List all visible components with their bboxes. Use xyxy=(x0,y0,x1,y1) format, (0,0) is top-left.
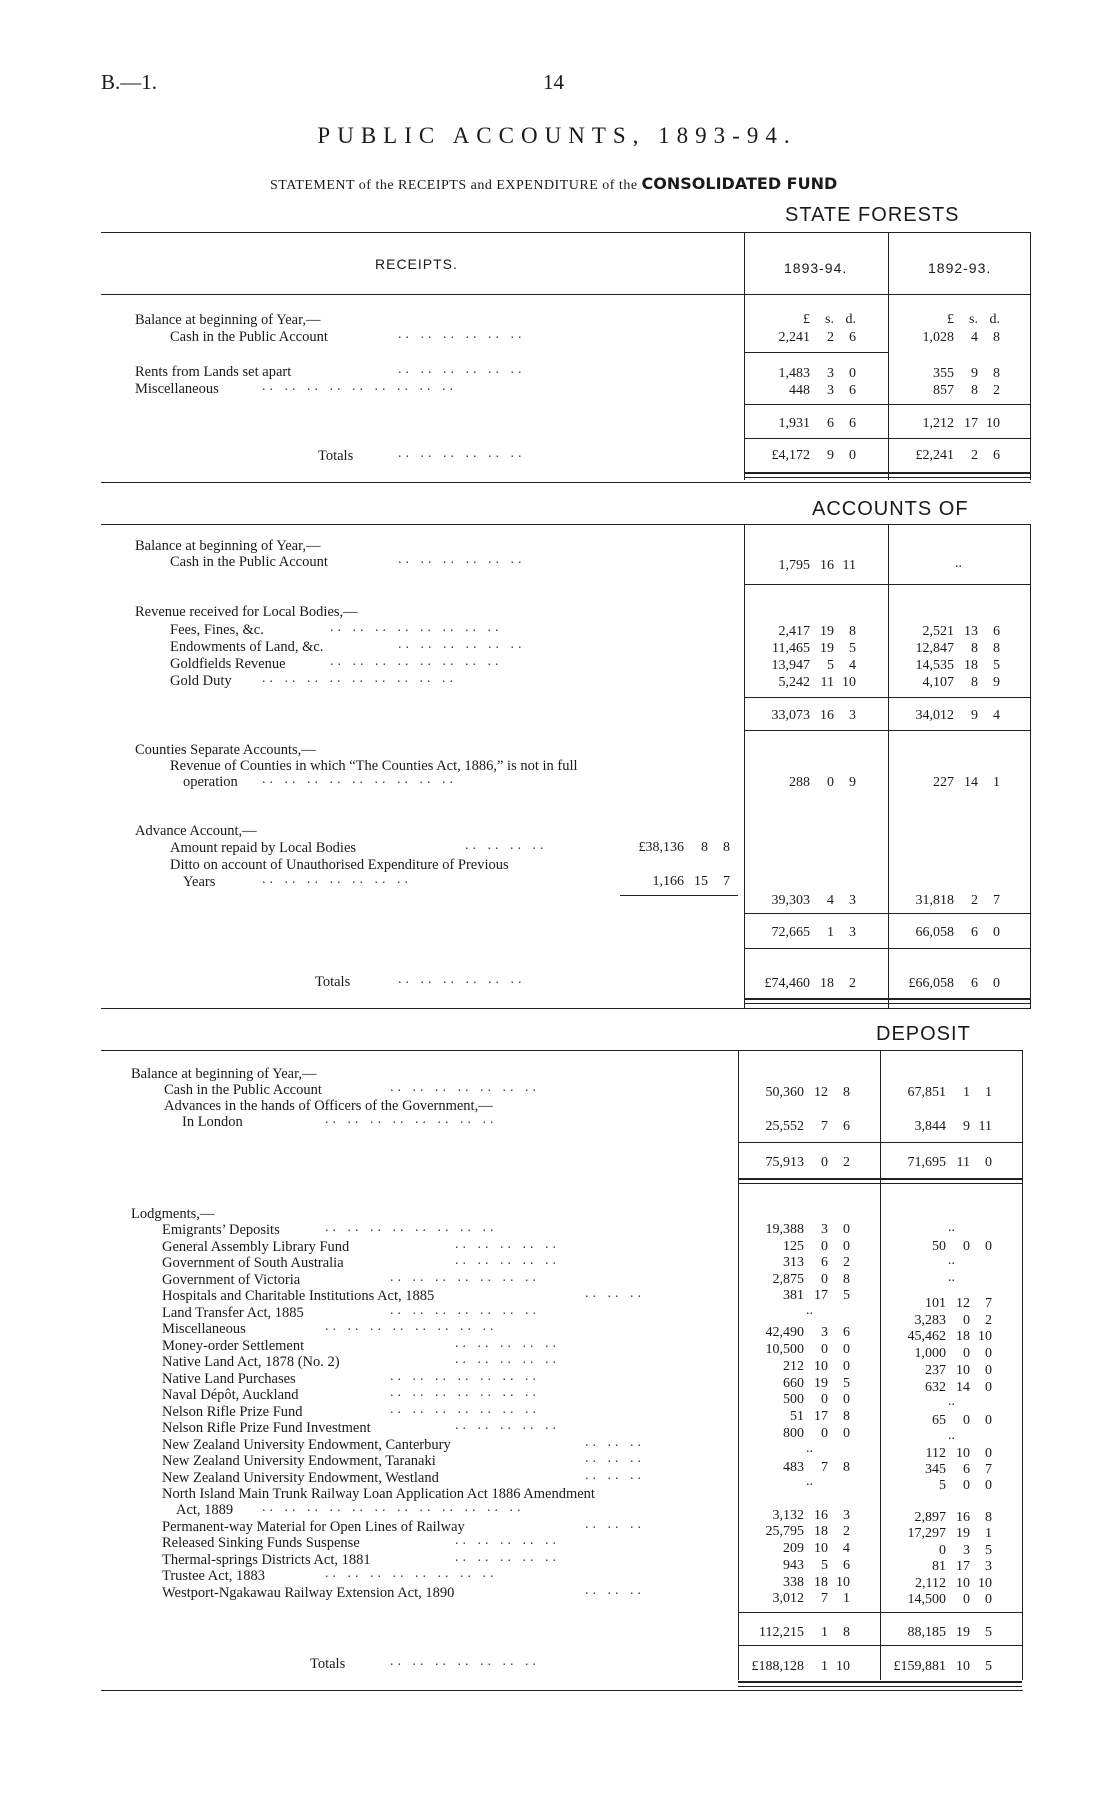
forests-rents-y1: 1,483 3 0 xyxy=(778,366,856,381)
col-head-1893: 1893-94. xyxy=(784,260,848,276)
leader-dots: .. .. .. .. .. .. .. xyxy=(390,1080,540,1095)
accounts-rule-d xyxy=(744,913,1030,914)
lodgment-y1: 125 0 0 xyxy=(783,1239,850,1254)
deposit-lodgments-label: Lodgments,— xyxy=(131,1206,215,1222)
leader-dots: .. .. .. .. .. .. .. .. .. .. .. .. xyxy=(262,1500,525,1515)
col-head-receipts: RECEIPTS. xyxy=(375,256,458,272)
lodgment-label: New Zealand University Endowment, Taranaki xyxy=(162,1453,436,1469)
leader-dots: .. .. .. .. .. .. .. xyxy=(390,1402,540,1417)
accounts-counties-line1: Revenue of Counties in which “The Counties Act, 1886,” is not in full xyxy=(170,758,578,774)
col-head-1892: 1892-93. xyxy=(928,260,992,276)
accounts-cash-y2: .. xyxy=(955,556,962,571)
accounts-revenue-subtotal-y1: 33,073 16 3 xyxy=(771,708,856,723)
lodgment-y2: .. xyxy=(948,1394,955,1409)
accounts-rule-c xyxy=(744,730,1030,731)
leader-dots: .. .. .. .. .. .. xyxy=(398,362,526,377)
lodgment-y1: 42,490 3 6 xyxy=(765,1325,850,1340)
section-heading-deposit: DEPOSIT xyxy=(876,1023,971,1045)
accounts-bottom-rule xyxy=(101,1008,1031,1009)
leader-dots: .. .. .. .. .. xyxy=(455,1336,560,1351)
accounts-subtotal-y1: 72,665 1 3 xyxy=(771,925,856,940)
leader-dots: .. .. .. .. .. .. .. .. .. xyxy=(262,772,457,787)
lodgment-label: Native Land Act, 1878 (No. 2) xyxy=(162,1354,340,1370)
page-number: 14 xyxy=(543,70,564,94)
leader-dots: .. .. .. .. .. .. .. .. .. xyxy=(262,671,457,686)
lodgment-y2: 17,297 19 1 xyxy=(907,1526,992,1541)
lodgment-label: Native Land Purchases xyxy=(162,1371,296,1387)
lodgment-label: Hospitals and Charitable Institutions Act, 1885 xyxy=(162,1288,435,1304)
lodgment-label: Westport-Ngakawau Railway Extension Act, 1890 xyxy=(162,1585,455,1601)
lodgment-y2: 3,283 0 2 xyxy=(914,1313,992,1328)
forests-cash-y1: 2,241 2 6 xyxy=(778,330,856,345)
deposit-advances-label: Advances in the hands of Officers of the Government,— xyxy=(164,1098,493,1114)
units-y1: £ s. d. xyxy=(803,312,856,327)
forests-cash-y2: 1,028 4 8 xyxy=(922,330,1000,345)
forests-total-rule-2 xyxy=(744,477,1030,478)
accounts-rule-a xyxy=(744,584,1030,585)
lodgment-y1: 19,388 3 0 xyxy=(765,1222,850,1237)
leader-dots: .. .. .. .. .. xyxy=(455,1352,560,1367)
lodgment-label: Land Transfer Act, 1885 xyxy=(162,1305,304,1321)
lodgment-y1: .. xyxy=(806,1303,813,1318)
forests-totals-y1: £4,172 9 0 xyxy=(771,448,856,463)
deposit-cash-y1: 50,360 12 8 xyxy=(765,1085,850,1100)
forests-header-rule xyxy=(101,294,1031,295)
lodgment-y2: .. xyxy=(948,1428,955,1443)
accounts-revenue-label: Revenue received for Local Bodies,— xyxy=(135,604,358,620)
lodgment-y1: 10,500 0 0 xyxy=(765,1342,850,1357)
leader-dots: .. .. .. xyxy=(585,1468,645,1483)
deposit-rule-a xyxy=(738,1142,1022,1143)
deposit-london-label: In London xyxy=(182,1114,243,1130)
lodgment-y1: 209 10 4 xyxy=(783,1541,850,1556)
accounts-counties-line2: operation xyxy=(183,774,238,790)
statement-fund: CONSOLIDATED FUND xyxy=(641,174,838,193)
lodgment-label: Nelson Rifle Prize Fund xyxy=(162,1404,303,1420)
lodgment-y1: 2,875 0 8 xyxy=(772,1272,850,1287)
lodgment-y1: 3,132 16 3 xyxy=(772,1508,850,1523)
forests-cash-label: Cash in the Public Account xyxy=(170,329,328,345)
lodgment-y1: 381 17 5 xyxy=(783,1288,850,1303)
deposit-rule-b2 xyxy=(738,1183,1022,1184)
lodgment-label: New Zealand University Endowment, Canterbury xyxy=(162,1437,451,1453)
lodgment-y2: 1,000 0 0 xyxy=(914,1346,992,1361)
lodgment-y1: 313 6 2 xyxy=(783,1255,850,1270)
accounts-counties-label: Counties Separate Accounts,— xyxy=(135,742,316,758)
forests-col-rule-2 xyxy=(888,232,889,480)
leader-dots: .. .. .. .. .. .. xyxy=(398,327,526,342)
accounts-totals-y1: £74,460 18 2 xyxy=(764,976,856,991)
deposit-col-rule-3 xyxy=(1022,1050,1023,1680)
leader-dots: .. .. .. .. .. .. xyxy=(398,552,526,567)
accounts-advance-label: Advance Account,— xyxy=(135,823,257,839)
forests-misc-y2: 857 8 2 xyxy=(933,383,1000,398)
forests-subtotal-y2: 1,212 17 10 xyxy=(922,416,1000,431)
lodgment-y2: .. xyxy=(948,1253,955,1268)
deposit-totals-label: Totals xyxy=(310,1656,346,1672)
lodgment-y2: 81 17 3 xyxy=(932,1559,992,1574)
lodgment-y2: 2,897 16 8 xyxy=(914,1510,992,1525)
units-y2: £ s. d. xyxy=(947,312,1000,327)
forests-top-rule xyxy=(101,232,1031,233)
lodgment-y2: 5 0 0 xyxy=(939,1478,992,1493)
accounts-advance-line1: Amount repaid by Local Bodies xyxy=(170,840,357,856)
forests-rents-label: Rents from Lands set apart xyxy=(135,364,292,380)
leader-dots: .. .. .. .. .. xyxy=(455,1237,560,1252)
deposit-subtotal-y2: 88,185 19 5 xyxy=(907,1625,992,1640)
deposit-totals-y2: £159,881 10 5 xyxy=(893,1659,992,1674)
lodgment-y2: 50 0 0 xyxy=(932,1239,992,1254)
lodgment-label: New Zealand University Endowment, Westland xyxy=(162,1470,439,1486)
accounts-item-label: Goldfields Revenue xyxy=(170,656,286,672)
lodgment-y2: 345 6 7 xyxy=(925,1462,992,1477)
lodgment-label: Naval Dépôt, Auckland xyxy=(162,1387,299,1403)
leader-dots: .. .. .. .. .. .. xyxy=(398,972,526,987)
lodgment-y1: 483 7 8 xyxy=(783,1460,850,1475)
lodgment-label-continued: Act, 1889 xyxy=(176,1502,234,1518)
accounts-top-rule xyxy=(101,524,1031,525)
accounts-col-rule-3 xyxy=(1030,524,1031,1008)
lodgment-y1: .. xyxy=(806,1441,813,1456)
deposit-rule-b1 xyxy=(738,1178,1022,1180)
lodgment-y2: 0 3 5 xyxy=(939,1543,992,1558)
deposit-cash-y2: 67,851 1 1 xyxy=(907,1085,992,1100)
forests-totals-y2: £2,241 2 6 xyxy=(915,448,1000,463)
leader-dots: .. .. .. .. .. .. .. .. xyxy=(325,1112,498,1127)
lodgment-y1: .. xyxy=(806,1474,813,1489)
lodgment-y2: .. xyxy=(948,1270,955,1285)
deposit-cash-label: Cash in the Public Account xyxy=(164,1082,322,1098)
lodgment-y2: 237 10 0 xyxy=(925,1363,992,1378)
accounts-advance-y2: 31,818 2 7 xyxy=(915,893,1000,908)
deposit-total-rule-2 xyxy=(738,1686,1022,1687)
leader-dots: .. .. .. .. .. .. .. xyxy=(390,1303,540,1318)
leader-dots: .. .. .. .. .. .. .. .. .. xyxy=(262,379,457,394)
lodgment-y2: 101 12 7 xyxy=(925,1296,992,1311)
accounts-advance-y1: 39,303 4 3 xyxy=(771,893,856,908)
deposit-totals-y1: £188,128 1 10 xyxy=(751,1659,850,1674)
lodgment-label: Government of Victoria xyxy=(162,1272,301,1288)
forests-totals-label: Totals xyxy=(318,448,354,464)
leader-dots: .. .. .. .. .. .. .. .. xyxy=(325,1319,498,1334)
accounts-counties-y2: 227 14 1 xyxy=(933,775,1000,790)
accounts-cash-label: Cash in the Public Account xyxy=(170,554,328,570)
accounts-advance-amt1: £38,136 8 8 xyxy=(638,840,730,855)
page-title: PUBLIC ACCOUNTS, 1893-94. xyxy=(317,123,797,148)
leader-dots: .. .. .. .. .. .. .. .. xyxy=(325,1220,498,1235)
accounts-item-y2: 4,107 8 9 xyxy=(922,675,1000,690)
lodgment-label: Miscellaneous xyxy=(162,1321,246,1337)
forests-subtotal-y1: 1,931 6 6 xyxy=(778,416,856,431)
deposit-balance-subtotal-y1: 75,913 0 2 xyxy=(765,1155,850,1170)
lodgment-y2: 112 10 0 xyxy=(925,1446,992,1461)
lodgment-y2: 2,112 10 10 xyxy=(915,1576,992,1591)
accounts-item-y1: 11,465 19 5 xyxy=(772,641,856,656)
forests-total-rule-1 xyxy=(744,472,1030,474)
leader-dots: .. .. .. .. .. .. xyxy=(398,637,526,652)
lodgment-label: Money-order Settlement xyxy=(162,1338,305,1354)
accounts-rule-e xyxy=(744,948,1030,949)
accounts-item-y1: 13,947 5 4 xyxy=(771,658,856,673)
leader-dots: .. .. .. xyxy=(585,1583,645,1598)
accounts-advance-rule xyxy=(620,895,738,896)
lodgment-y2: 65 0 0 xyxy=(932,1413,992,1428)
accounts-item-y2: 2,521 13 6 xyxy=(922,624,1000,639)
lodgment-label: General Assembly Library Fund xyxy=(162,1239,350,1255)
deposit-rule-c xyxy=(738,1612,1022,1613)
deposit-balance-subtotal-y2: 71,695 11 0 xyxy=(907,1155,992,1170)
accounts-col-rule-2 xyxy=(888,524,889,1008)
lodgment-y1: 943 5 6 xyxy=(783,1558,850,1573)
forests-rule-a xyxy=(744,352,888,353)
statement-heading xyxy=(270,174,837,194)
forests-bottom-rule xyxy=(101,482,1031,483)
lodgment-label: Emigrants’ Deposits xyxy=(162,1222,280,1238)
leader-dots: .. .. .. .. .. .. .. xyxy=(390,1385,540,1400)
accounts-item-label: Endowments of Land, &c. xyxy=(170,639,324,655)
leader-dots: .. .. .. .. .. xyxy=(455,1253,560,1268)
leader-dots: .. .. .. .. xyxy=(465,838,548,853)
accounts-total-rule-1 xyxy=(744,998,1030,1000)
deposit-london-y2: 3,844 9 11 xyxy=(914,1119,992,1134)
accounts-rule-b xyxy=(744,697,1030,698)
section-heading-state-forests: STATE FORESTS xyxy=(785,204,960,226)
leader-dots: .. .. .. .. .. xyxy=(455,1418,560,1433)
accounts-totals-label: Totals xyxy=(315,974,351,990)
page-reference: B.—1. xyxy=(101,70,158,94)
leader-dots: .. .. .. .. .. .. .. .. xyxy=(325,1566,498,1581)
forests-misc-label: Miscellaneous xyxy=(135,381,219,397)
leader-dots: .. .. .. .. .. .. .. xyxy=(390,1654,540,1669)
section-heading-accounts-of: ACCOUNTS OF xyxy=(812,498,969,520)
leader-dots: .. .. .. .. .. .. .. .. xyxy=(330,654,503,669)
deposit-balance-label: Balance at beginning of Year,— xyxy=(131,1066,317,1082)
lodgment-label: Government of South Australia xyxy=(162,1255,344,1271)
accounts-total-rule-2 xyxy=(744,1003,1030,1004)
leader-dots: .. .. .. .. .. .. .. xyxy=(390,1369,540,1384)
accounts-cash-y1: 1,795 16 11 xyxy=(778,558,856,573)
accounts-advance-line2: Ditto on account of Unauthorised Expenditure of Previous xyxy=(170,857,509,873)
accounts-counties-y1: 288 0 9 xyxy=(789,775,856,790)
accounts-balance-label: Balance at beginning of Year,— xyxy=(135,538,321,554)
lodgment-y2: .. xyxy=(948,1220,955,1235)
leader-dots: .. .. .. .. .. xyxy=(455,1533,560,1548)
lodgment-y1: 800 0 0 xyxy=(783,1426,850,1441)
lodgment-y1: 338 18 10 xyxy=(783,1575,850,1590)
accounts-item-label: Fees, Fines, &c. xyxy=(170,622,264,638)
deposit-col-rule-1 xyxy=(738,1050,739,1680)
lodgment-y2: 45,462 18 10 xyxy=(907,1329,992,1344)
leader-dots: .. .. .. xyxy=(585,1517,645,1532)
accounts-advance-line3: Years xyxy=(183,874,216,890)
accounts-advance-amt2: 1,166 15 7 xyxy=(652,874,730,889)
accounts-subtotal-y2: 66,058 6 0 xyxy=(915,925,1000,940)
forests-balance-label: Balance at beginning of Year,— xyxy=(135,312,321,328)
lodgment-y1: 3,012 7 1 xyxy=(772,1591,850,1606)
lodgment-y2: 632 14 0 xyxy=(925,1380,992,1395)
forests-rule-c xyxy=(744,438,1030,439)
accounts-item-y2: 12,847 8 8 xyxy=(915,641,1000,656)
accounts-revenue-subtotal-y2: 34,012 9 4 xyxy=(915,708,1000,723)
deposit-subtotal-y1: 112,215 1 8 xyxy=(759,1625,850,1640)
lodgment-label: Permanent-way Material for Open Lines of Railway xyxy=(162,1519,465,1535)
lodgment-y1: 212 10 0 xyxy=(783,1359,850,1374)
deposit-london-y1: 25,552 7 6 xyxy=(765,1119,850,1134)
lodgment-label: Released Sinking Funds Suspense xyxy=(162,1535,360,1551)
deposit-top-rule xyxy=(101,1050,1023,1051)
accounts-item-label: Gold Duty xyxy=(170,673,232,689)
leader-dots: .. .. .. xyxy=(585,1286,645,1301)
leader-dots: .. .. .. .. .. .. .. xyxy=(390,1270,540,1285)
leader-dots: .. .. .. .. .. .. .. xyxy=(262,872,412,887)
forests-col-rule-1 xyxy=(744,232,745,480)
leader-dots: .. .. .. .. .. xyxy=(455,1550,560,1565)
accounts-totals-y2: £66,058 6 0 xyxy=(908,976,1000,991)
forests-rule-b xyxy=(744,404,1030,405)
leader-dots: .. .. .. .. .. .. .. .. xyxy=(330,620,503,635)
lodgment-y1: 660 19 5 xyxy=(783,1376,850,1391)
forests-rents-y2: 355 9 8 xyxy=(933,366,1000,381)
leader-dots: .. .. .. xyxy=(585,1435,645,1450)
accounts-col-rule-1 xyxy=(744,524,745,1008)
lodgment-y2: 14,500 0 0 xyxy=(907,1592,992,1607)
forests-misc-y1: 448 3 6 xyxy=(789,383,856,398)
leader-dots: .. .. .. .. .. .. xyxy=(398,446,526,461)
deposit-bottom-rule xyxy=(101,1690,1023,1691)
accounts-item-y1: 5,242 11 10 xyxy=(778,675,856,690)
accounts-item-y2: 14,535 18 5 xyxy=(915,658,1000,673)
forests-col-rule-3 xyxy=(1030,232,1031,480)
lodgment-y1: 25,795 18 2 xyxy=(765,1524,850,1539)
statement-prefix: STATEMENT of the RECEIPTS and EXPENDITURE of the xyxy=(270,178,638,193)
lodgment-label: Trustee Act, 1883 xyxy=(162,1568,265,1584)
lodgment-y1: 51 17 8 xyxy=(790,1409,850,1424)
deposit-col-rule-2 xyxy=(880,1050,881,1680)
deposit-total-rule-1 xyxy=(738,1681,1022,1683)
accounts-item-y1: 2,417 19 8 xyxy=(778,624,856,639)
lodgment-y1: 500 0 0 xyxy=(783,1392,850,1407)
leader-dots: .. .. .. xyxy=(585,1451,645,1466)
deposit-rule-d xyxy=(738,1645,1022,1646)
lodgment-label: North Island Main Trunk Railway Loan Application Act 1886 Amendment xyxy=(162,1486,595,1502)
lodgment-label: Thermal-springs Districts Act, 1881 xyxy=(162,1552,371,1568)
lodgment-label: Nelson Rifle Prize Fund Investment xyxy=(162,1420,371,1436)
